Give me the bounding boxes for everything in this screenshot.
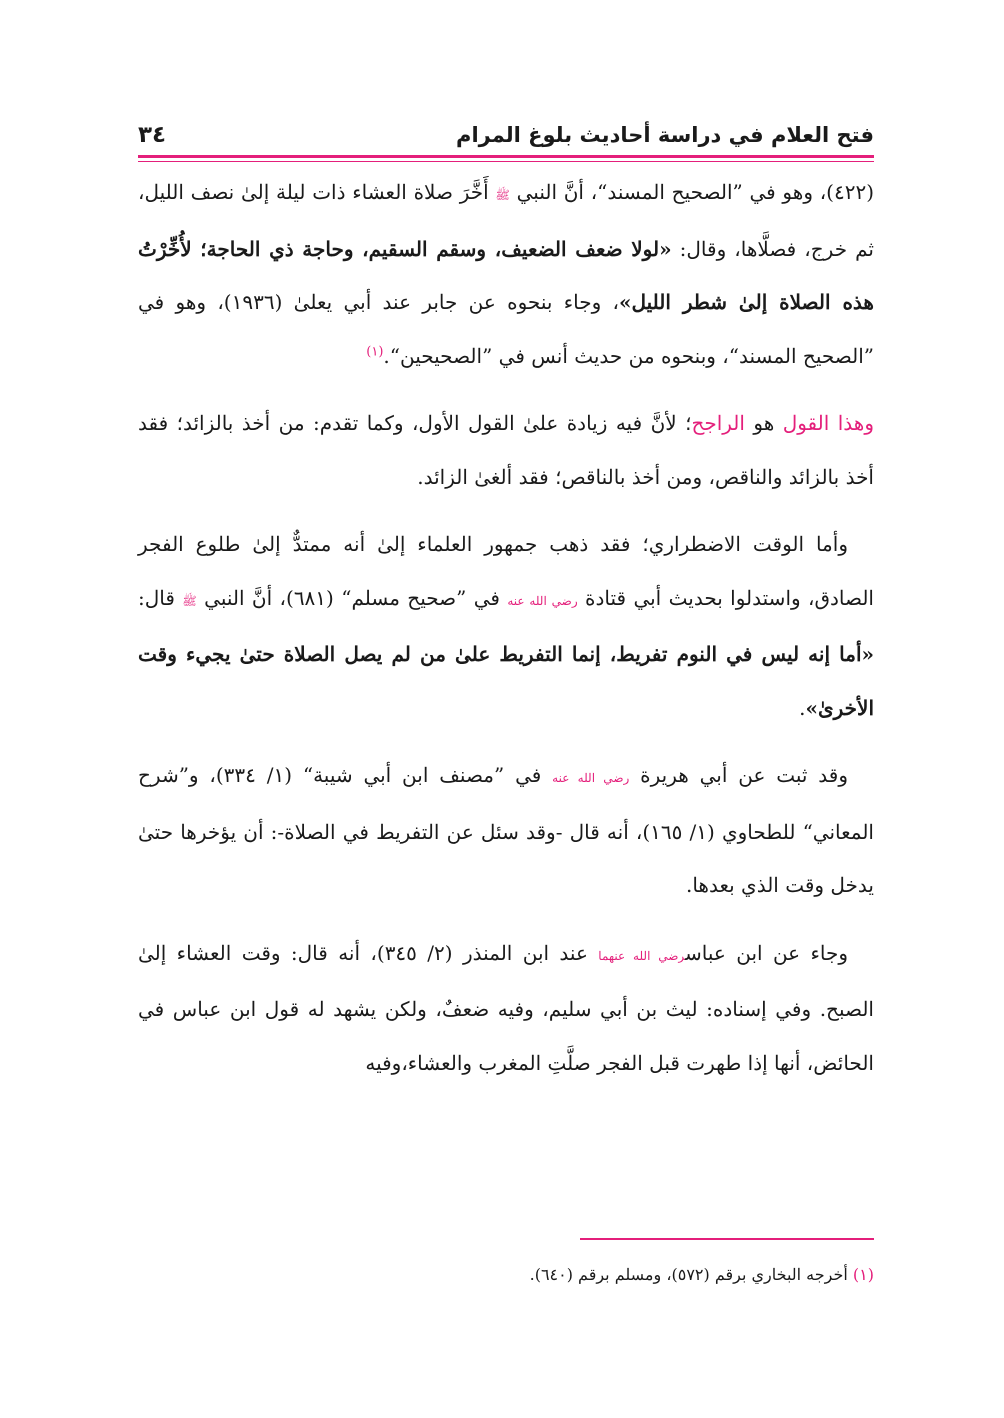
text: عند ابن المنذر (٢/ ٣٤٥)، أنه قال: وقت العشاء إلىٰ الصبح. وفي إسناده: ليث بن أبي سليم، وفيه ضعفٌ، ولكن يشهد له قول ابن عباس في الحائض، أنها إذا طهرت قبل الفجر صلَّتِ المغرب والعشاء،وفيه [138, 940, 874, 1075]
footnote-separator [580, 1238, 874, 1240]
paragraph-5 [138, 927, 874, 1091]
text: أَخَّرَ صلاة العشاء ذات ليلة إلىٰ نصف الليل، ثم خرج، فصلَّاها، وقال: [138, 180, 874, 261]
text: قال: [138, 585, 183, 610]
paragraph-1 [138, 166, 874, 383]
text: ، وجاء بنحوه عن جابر عند أبي يعلىٰ (١٩٣٦)، وهو في ”الصحيح المسند“، وبنحوه من حديث أنس في ”الصحيحين“. [138, 290, 874, 368]
paragraph-4 [138, 749, 874, 913]
text: وجاء عن ابن عباس [685, 940, 848, 965]
footnote-text: أخرجه البخاري برقم (٥٧٢)، ومسلم برقم (٦٤٠). [529, 1265, 853, 1284]
paragraph-2 [138, 397, 874, 504]
hadith-quote: «أما إنه ليس في النوم تفريط، إنما التفريط علىٰ من لم يصل الصلاة حتىٰ يجيء وقت الأخرىٰ» [138, 642, 874, 720]
text: وقد ثبت عن أبي هريرة [629, 763, 848, 787]
honorific-glyph: رضي الله عنه [507, 593, 578, 608]
paragraph-3 [138, 518, 874, 735]
honorific-glyph: رضي الله عنهما [598, 948, 686, 963]
text: . [799, 695, 806, 720]
highlighted-phrase: الراجح [691, 411, 745, 435]
text: هو [744, 411, 783, 435]
hadith-quote: «لولا ضعف الضعيف، وسقم السقيم، وحاجة ذي الحاجة؛ لأُخِّرْتُ هذه الصلاة إلىٰ شطر الليل» [138, 236, 874, 314]
honorific-glyph: رضي الله عنه [552, 771, 630, 785]
text: وأما الوقت الاضطراري؛ فقد ذهب جمهور العلماء إلىٰ أنه ممتدٌّ إلىٰ طلوع الفجر الصادق، واستدلوا بحديث أبي قتادة [138, 532, 874, 610]
text: ؛ لأنَّ فيه زيادة علىٰ القول الأول، وكما تقدم: من أخذ بالزائد؛ فقد أخذ بالزائد والناقص، ومن أخذ بالناقص؛ فقد ألغىٰ الزائد. [138, 411, 874, 489]
main-text [138, 166, 874, 1090]
text: في ”صحيح مسلم“ (٦٨١)، أنَّ النبي [196, 585, 508, 610]
text: (٤٢٢)، وهو في ”الصحيح المسند“، أنَّ النبي [509, 180, 875, 204]
header-rule-thin [138, 161, 874, 162]
honorific-glyph: ﷺ [495, 188, 510, 202]
footnote-number: (١) [852, 1265, 874, 1284]
honorific-glyph: ﷺ [182, 593, 197, 608]
book-title: فتح العلام في دراسة أحاديث بلوغ المرام [456, 123, 874, 147]
page-number: ٣٤ [138, 122, 167, 148]
text: في ”مصنف ابن أبي شيبة“ (١/ ٣٣٤)، و”شرح المعاني“ للطحاوي (١/ ١٦٥)، أنه قال -وقد سئل عن التفريط في الصلاة-: أن يؤخرها حتىٰ يدخل وقت الذي بعدها. [138, 763, 874, 897]
highlighted-phrase: وهذا القول [782, 411, 875, 435]
footnote [138, 1262, 874, 1288]
header-rule-thick [138, 155, 874, 158]
footnote-reference[interactable]: (١) [366, 343, 384, 359]
running-header [138, 116, 874, 154]
